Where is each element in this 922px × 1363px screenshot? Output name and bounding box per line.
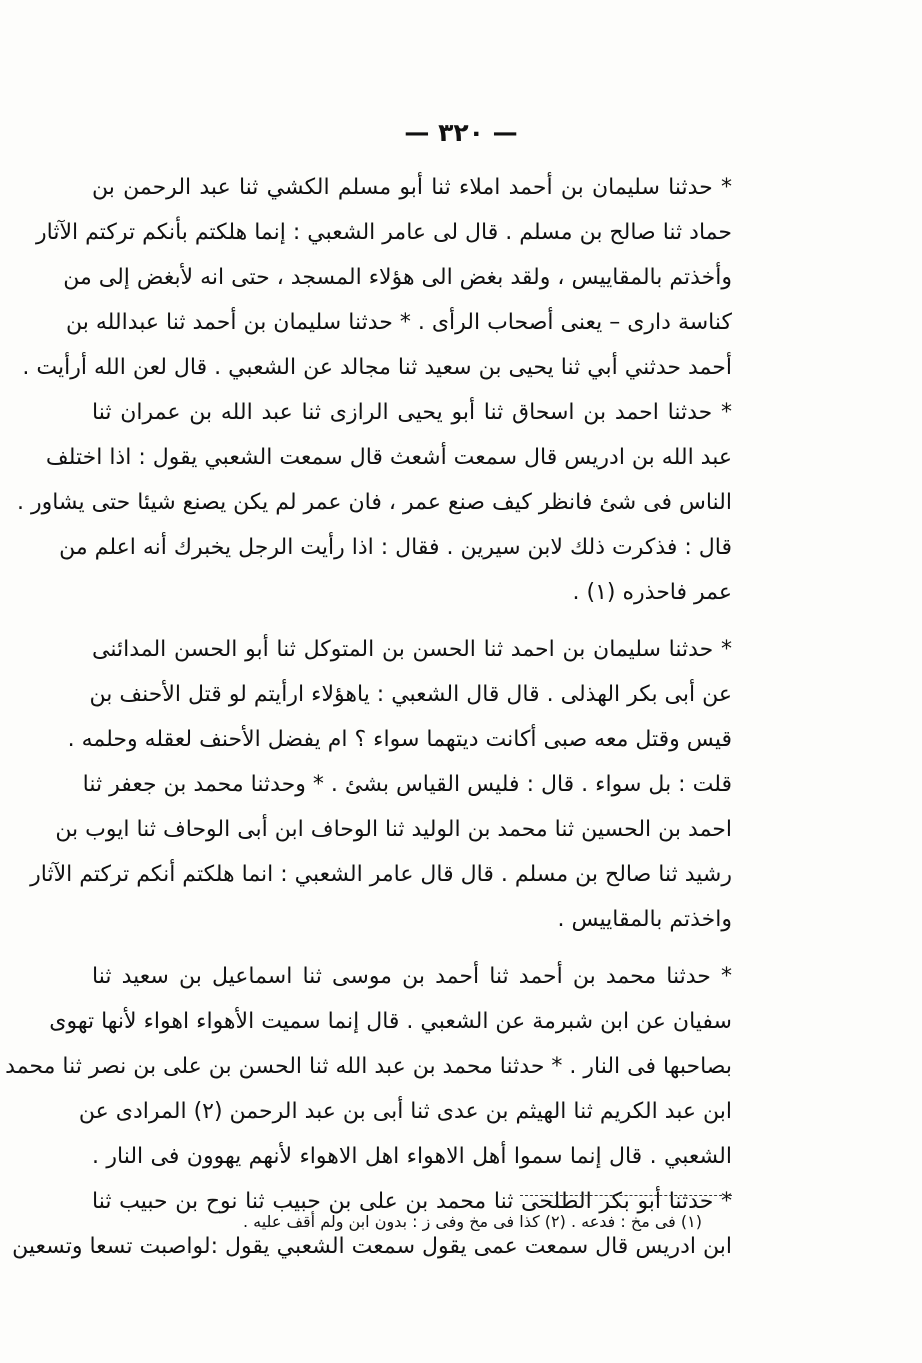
text-line: ابن ادريس قال سمعت عمى يقول سمعت الشعبي يقول :لواصبت تسعا وتسعين: [12, 1234, 732, 1259]
footnote-separator: [520, 1195, 732, 1196]
main-text: [5, 165, 732, 1269]
text-line: أحمد حدثني أبي ثنا يحيى بن سعيد ثنا مجالد عن الشعبي . قال لعن الله أرأيت .: [22, 355, 732, 380]
footnotes: (١) فى مخ : فدعه . (٢) كذا فى مخ وفى ز : بدون ابن ولم أقف عليه .: [242, 1212, 702, 1231]
text-line: احمد بن الحسين ثنا محمد بن الوليد ثنا الوحاف ابن أبى الوحاف ثنا ايوب بن: [55, 817, 732, 842]
text-line: قلت : بل سواء . قال : فليس القياس بشئ . * وحدثنا محمد بن جعفر ثنا: [82, 772, 732, 797]
text-line: حماد ثنا صالح بن مسلم . قال لى عامر الشعبي : إنما هلكتم بأنكم تركتم الآثار: [36, 220, 732, 245]
text-line: * حدثنا محمد بن أحمد ثنا أحمد بن موسى ثنا اسماعيل بن سعيد ثنا: [92, 964, 732, 989]
text-line: * حدثنا سليمان بن أحمد املاء ثنا أبو مسلم الكشي ثنا عبد الرحمن بن: [92, 175, 732, 200]
text-line: كناسة دارى – يعنى أصحاب الرأى . * حدثنا سليمان بن أحمد ثنا عبدالله بن: [65, 310, 732, 335]
page-number: — ٣٢٠ —: [404, 118, 518, 147]
text-line: الشعبي . قال إنما سموا أهل الاهواء اهل الاهواء لأنهم يهوون فى النار .: [92, 1144, 732, 1169]
text-line: قال : فذكرت ذلك لابن سيرين . فقال : اذا رأيت الرجل يخبرك أنه اعلم من: [59, 535, 732, 560]
text-line: * حدثنا احمد بن اسحاق ثنا أبو يحيى الرازى ثنا عبد الله بن عمران ثنا: [92, 400, 732, 425]
text-line: سفيان عن ابن شبرمة عن الشعبي . قال إنما سميت الأهواء اهواء لأنها تهوى: [49, 1009, 732, 1034]
text-line: وأخذتم بالمقاييس ، ولقد بغض الى هؤلاء المسجد ، حتى انه لأبغض إلى من: [63, 265, 732, 290]
text-line: عبد الله بن ادريس قال سمعت أشعث قال سمعت الشعبي يقول : اذا اختلف: [45, 445, 732, 470]
text-line: * حدثنا أبو بكر الطلحى ثنا محمد بن على بن حبيب ثنا نوح بن حبيب ثنا: [92, 1189, 732, 1214]
text-line: بصاحبها فى النار . * حدثنا محمد بن عبد الله ثنا الحسن بن على بن نصر ثنا محمد: [5, 1054, 732, 1079]
text-line: واخذتم بالمقاييس .: [557, 907, 732, 932]
text-line: ابن عبد الكريم ثنا الهيثم بن عدى ثنا أبى بن عبد الرحمن (٢) المرادى عن: [78, 1099, 732, 1124]
text-line: عن أبى بكر الهذلى . قال قال الشعبي : ياهؤلاء ارأيتم لو قتل الأحنف بن: [89, 682, 732, 707]
text-line: قيس وقتل معه صبى أكانت ديتهما سواء ؟ ام يفضل الأحنف لعقله وحلمه .: [67, 727, 732, 752]
text-line: عمر فاحذره (١) .: [572, 580, 732, 605]
text-line: الناس فى شئ فانظر كيف صنع عمر ، فان عمر لم يكن يصنع شيئا حتى يشاور .: [16, 490, 732, 515]
text-line: * حدثنا سليمان بن احمد ثنا الحسن بن المتوكل ثنا أبو الحسن المدائنى: [92, 637, 732, 662]
text-line: رشيد ثنا صالح بن مسلم . قال قال عامر الشعبي : انما هلكتم أنكم تركتم الآثار: [30, 862, 732, 887]
